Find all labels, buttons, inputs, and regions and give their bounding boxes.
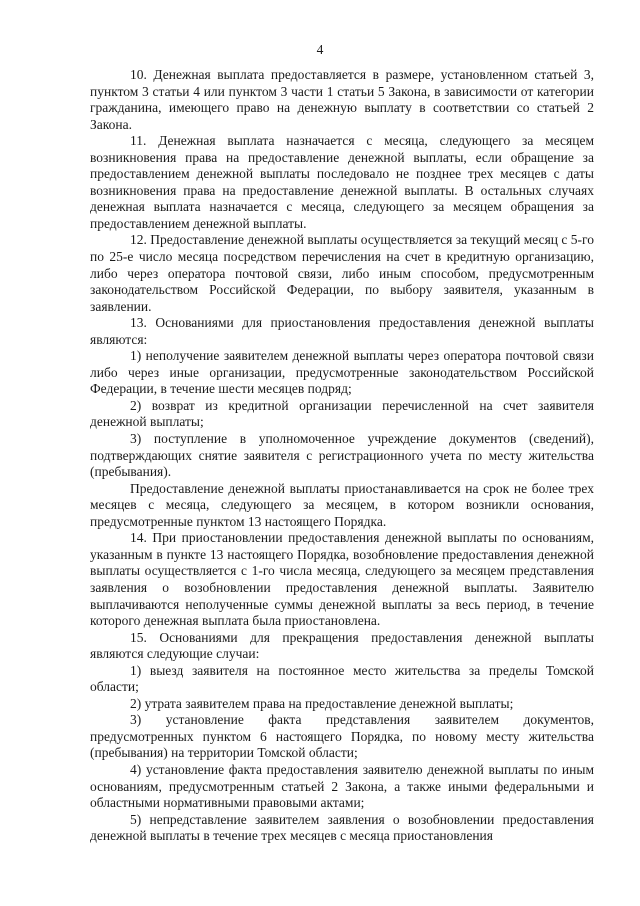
paragraph-11: 11. Денежная выплата назначается с месяца, следующего за месяцем возникновения права на предоставление денежной выплаты, если обращение за предоставлением денежной выплаты последовало не позднее трех месяцев с даты возникновения права на предоставление денежной выплаты. В остальных случаях денежная выплата назначается с месяца, следующего за месяцем обращения за предоставлением денежной выплаты.: [90, 133, 594, 231]
document-body: [90, 67, 594, 845]
paragraph-15-item-3: 3) установление факта представления заявителем документов, предусмотренных пунктом 6 настоящего Порядка, по новому месту жительства (пребывания) на территории Томской области;: [90, 712, 594, 761]
paragraph-13-item-3: 3) поступление в уполномоченное учреждение документов (сведений), подтверждающих снятие заявителя с регистрационного учета по месту жительства (пребывания).: [90, 431, 594, 480]
paragraph-15-item-5: 5) непредставление заявителем заявления о возобновлении предоставления денежной выплаты в течение трех месяцев с месяца приостановления: [90, 811, 594, 844]
paragraph-10: 10. Денежная выплата предоставляется в размере, установленном статьей 3, пунктом 3 статьи 4 или пунктом 3 части 1 статьи 5 Закона, в зависимости от категории гражданина, имеющего право на денежную выплату в соответствии со статьей 2 Закона.: [90, 67, 594, 132]
paragraph-15: 15. Основаниями для прекращения предоставления денежной выплаты являются следующие случаи:: [90, 629, 594, 662]
paragraph-14: 14. При приостановлении предоставления денежной выплаты по основаниям, указанным в пункте 13 настоящего Порядка, возобновление предоставления денежной выплаты осуществляется с 1-го числа месяца, следующего за месяцем представления заявления о возобновлении предоставления денежной выплаты. Заявителю выплачиваются неполученные суммы денежной выплаты за весь период, в течение которого денежная выплата была приостановлена.: [90, 530, 594, 629]
paragraph-13-item-2: 2) возврат из кредитной организации перечисленной на счет заявителя денежной выплаты;: [90, 397, 594, 430]
paragraph-12: 12. Предоставление денежной выплаты осуществляется за текущий месяц с 5-го по 25-е число месяца посредством перечисления на счет в кредитную организацию, либо через оператора почтовой связи, либо иным способом, предусмотренным законодательством Российской Федерации, по выбору заявителя, указанным в заявлении.: [90, 232, 594, 314]
paragraph-13-item-1: 1) неполучение заявителем денежной выплаты через оператора почтовой связи либо через иные организации, предусмотренные законодательством Российской Федерации, в течение шести месяцев подряд;: [90, 348, 594, 397]
paragraph-15-item-4: 4) установление факта предоставления заявителю денежной выплаты по иным основаниям, предусмотренным статьей 2 Закона, а также иными федеральными и областными нормативными правовыми актами;: [90, 761, 594, 811]
page-number: 4: [316, 42, 324, 57]
paragraph-13-suspension-term: Предоставление денежной выплаты приостанавливается на срок не более трех месяцев с месяца, следующего за месяцем, в котором возникли основания, предусмотренные пунктом 13 настоящего Порядка.: [90, 480, 594, 529]
paragraph-15-item-2: 2) утрата заявителем права на предоставление денежной выплаты;: [130, 695, 514, 711]
paragraph-15-item-1: 1) выезд заявителя на постоянное место жительства за пределы Томской области;: [90, 662, 594, 695]
paragraph-13: 13. Основаниями для приостановления предоставления денежной выплаты являются:: [90, 315, 594, 347]
